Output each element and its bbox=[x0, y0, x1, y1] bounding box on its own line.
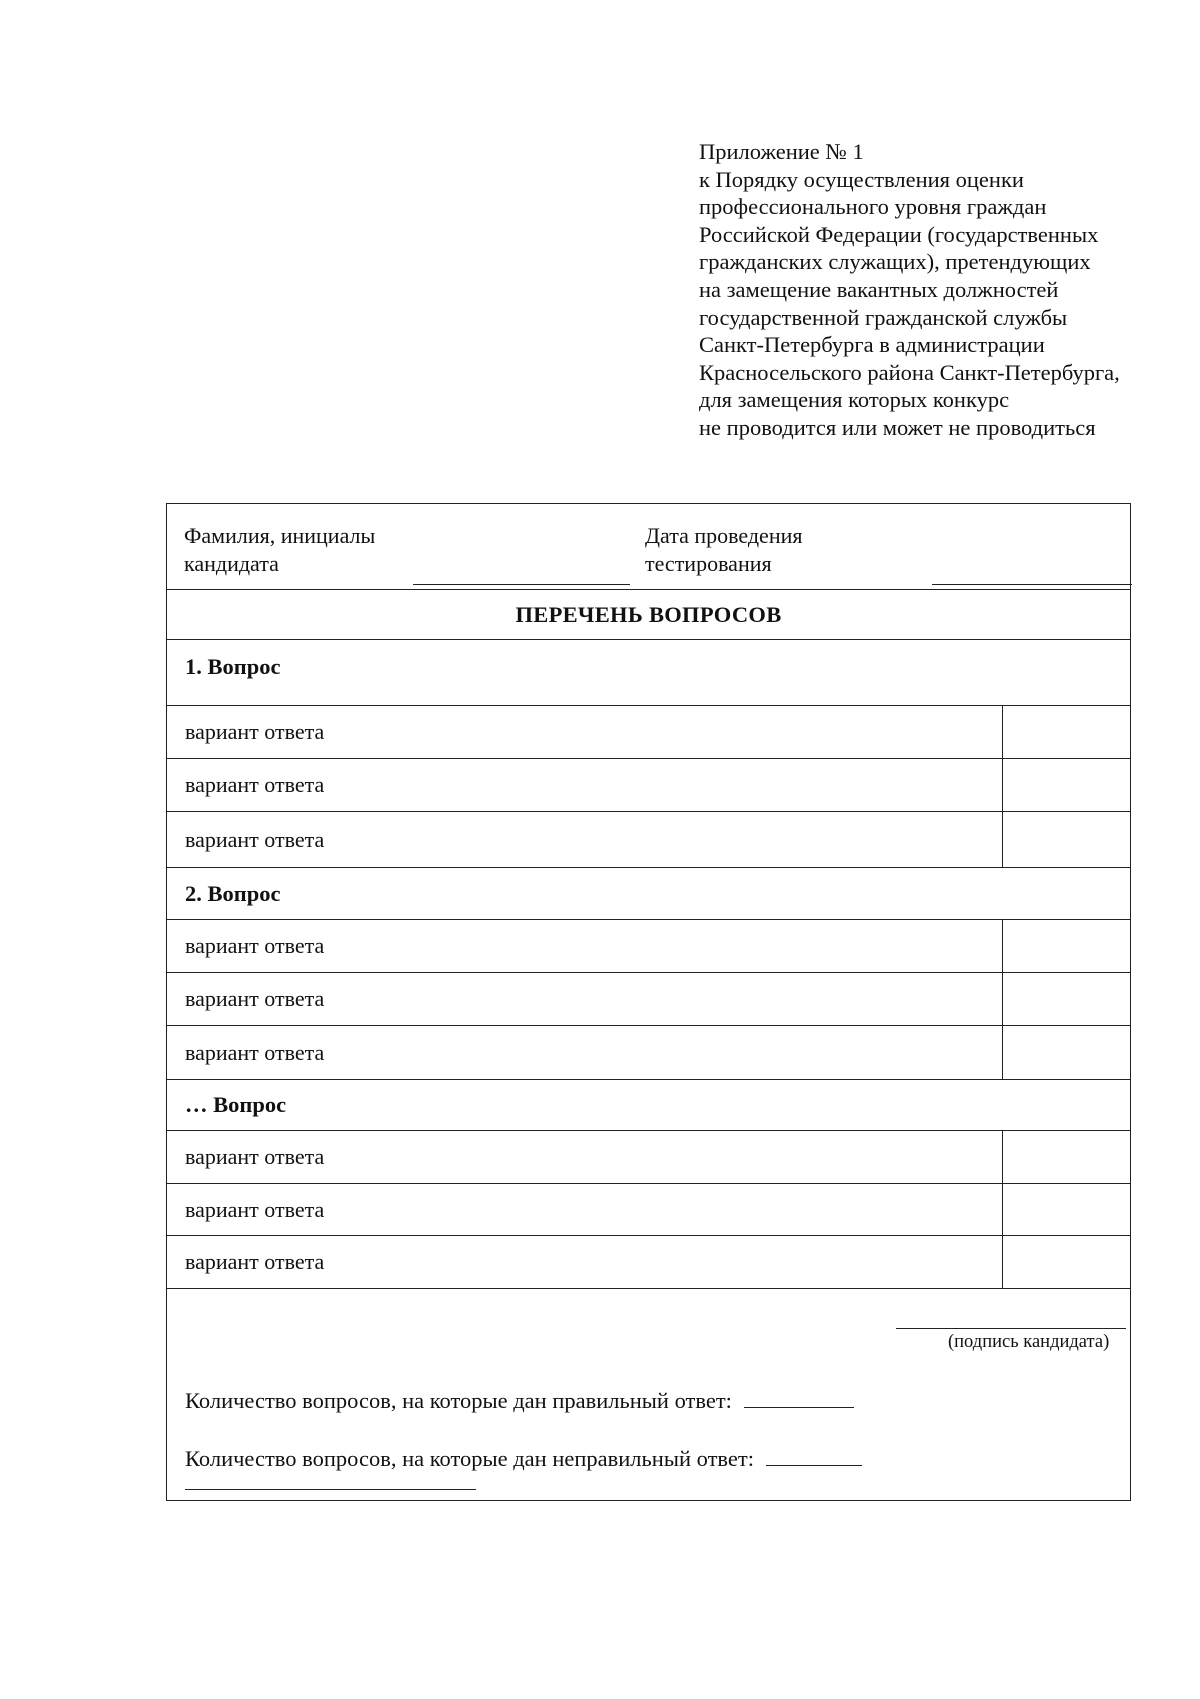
appendix-line: на замещение вакантных должностей bbox=[699, 276, 1059, 302]
question-label: 2. Вопрос bbox=[185, 880, 281, 906]
name-label-line: кандидата bbox=[184, 551, 279, 576]
answer-checkbox[interactable] bbox=[1002, 973, 1130, 1025]
answer-checkbox[interactable] bbox=[1002, 1236, 1130, 1288]
appendix-line: не проводится или может не проводиться bbox=[699, 414, 1096, 440]
answer-row bbox=[167, 1235, 1130, 1288]
answer-checkbox[interactable] bbox=[1002, 1184, 1130, 1235]
incorrect-count-continuation-line[interactable] bbox=[185, 1489, 476, 1490]
name-field[interactable] bbox=[413, 584, 630, 585]
name-label-line: Фамилия, инициалы bbox=[184, 523, 376, 548]
appendix-header bbox=[699, 138, 1169, 442]
correct-count-row bbox=[185, 1388, 854, 1414]
appendix-line: Российской Федерации (государственных bbox=[699, 221, 1099, 247]
answer-row bbox=[167, 1025, 1130, 1079]
appendix-line: Красносельского района Санкт-Петербурга, bbox=[699, 359, 1120, 385]
answer-row bbox=[167, 811, 1130, 867]
appendix-line: гражданских служащих), претендующих bbox=[699, 249, 1091, 275]
question-label: … Вопрос bbox=[185, 1092, 287, 1117]
incorrect-count-row bbox=[185, 1446, 862, 1472]
appendix-line: к Порядку осуществления оценки bbox=[699, 166, 1024, 192]
question-row bbox=[167, 1079, 1130, 1130]
signature-caption: (подпись кандидата) bbox=[948, 1332, 1110, 1352]
answer-row bbox=[167, 1130, 1130, 1183]
appendix-line: Санкт-Петербурга в администрации bbox=[699, 332, 1045, 358]
date-field[interactable] bbox=[932, 584, 1132, 585]
answer-label: вариант ответа bbox=[185, 719, 325, 744]
form-footer bbox=[167, 1288, 1130, 1502]
question-row bbox=[167, 867, 1130, 919]
answer-row bbox=[167, 758, 1130, 811]
answer-row bbox=[167, 705, 1130, 758]
answer-checkbox[interactable] bbox=[1002, 1026, 1130, 1079]
answer-checkbox[interactable] bbox=[1002, 1131, 1130, 1183]
incorrect-count-field[interactable] bbox=[766, 1447, 862, 1466]
appendix-line: для замещения которых конкурс bbox=[699, 387, 1010, 413]
date-label-line: тестирования bbox=[645, 551, 772, 576]
question-label: 1. Вопрос bbox=[185, 654, 281, 679]
question-row bbox=[167, 639, 1130, 705]
answer-checkbox[interactable] bbox=[1002, 920, 1130, 972]
answer-label: вариант ответа bbox=[185, 1039, 325, 1065]
answer-checkbox[interactable] bbox=[1002, 706, 1130, 758]
answer-row bbox=[167, 1183, 1130, 1235]
answer-label: вариант ответа bbox=[185, 1196, 325, 1222]
answer-label: вариант ответа bbox=[185, 933, 325, 958]
answer-checkbox[interactable] bbox=[1002, 759, 1130, 811]
answer-checkbox[interactable] bbox=[1002, 812, 1130, 867]
test-form bbox=[166, 503, 1131, 1501]
answer-label: вариант ответа bbox=[185, 1144, 325, 1169]
incorrect-count-label: Количество вопросов, на которые дан неправильный ответ: bbox=[185, 1446, 754, 1471]
appendix-line: государственной гражданской службы bbox=[699, 304, 1068, 330]
appendix-line: профессионального уровня граждан bbox=[699, 194, 1047, 220]
date-label-line: Дата проведения bbox=[645, 523, 803, 548]
correct-count-label: Количество вопросов, на которые дан правильный ответ: bbox=[185, 1388, 732, 1413]
list-title: ПЕРЕЧЕНЬ ВОПРОСОВ bbox=[515, 601, 782, 627]
answer-row bbox=[167, 919, 1130, 972]
answer-label: вариант ответа bbox=[185, 826, 325, 852]
answer-label: вариант ответа bbox=[185, 986, 325, 1011]
signature-field[interactable] bbox=[896, 1328, 1126, 1329]
answer-row bbox=[167, 972, 1130, 1025]
title-row bbox=[167, 589, 1130, 639]
correct-count-field[interactable] bbox=[744, 1389, 854, 1408]
name-label bbox=[184, 522, 375, 578]
form-header bbox=[167, 504, 1130, 589]
answer-label: вариант ответа bbox=[185, 772, 325, 797]
answer-label: вариант ответа bbox=[185, 1249, 325, 1274]
appendix-line: Приложение № 1 bbox=[699, 139, 864, 164]
date-label bbox=[645, 522, 802, 578]
